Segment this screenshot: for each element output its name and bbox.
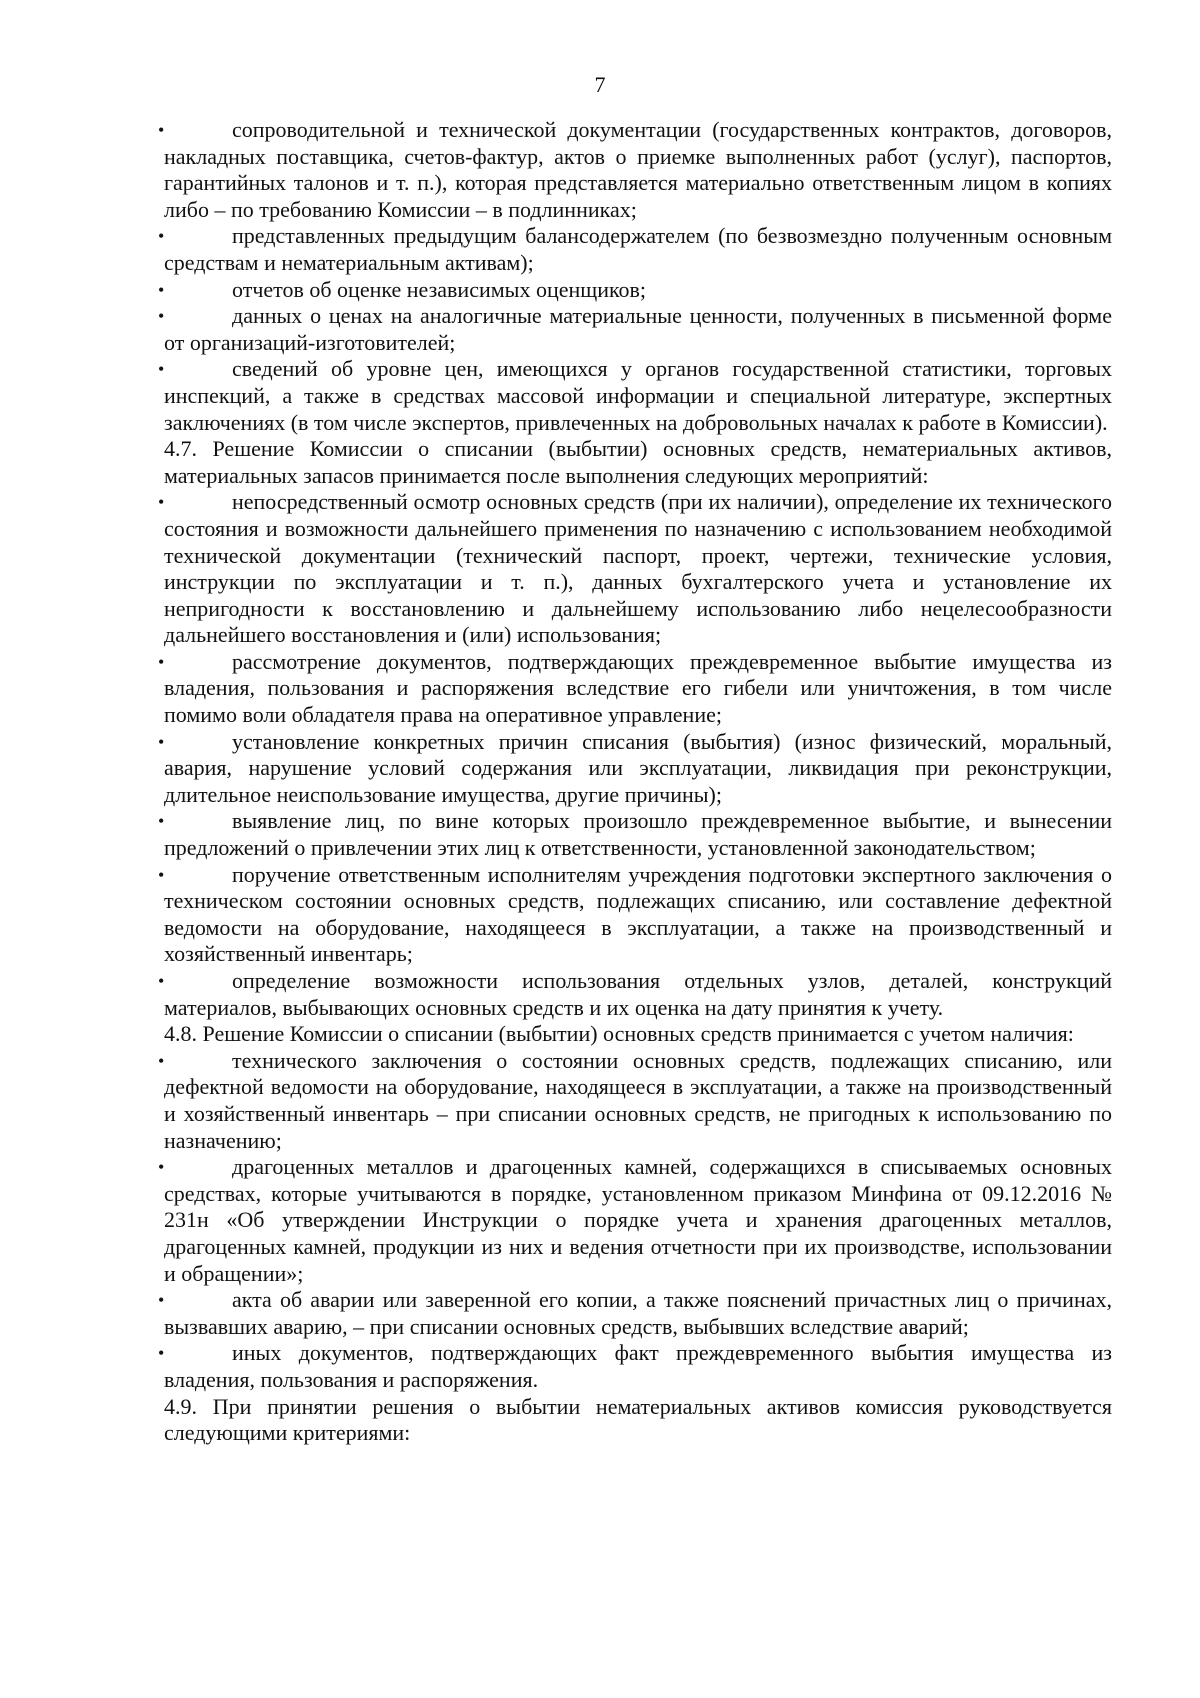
page-number: 7 [594,72,606,97]
list-item: • иных документов, подтверждающих факт преждевременного выбытия имущества из владения, пользования и распоряжения. [164,1340,1112,1393]
list-item: • поручение ответственным исполнителям учреждения подготовки экспертного заключения о техническом состоянии основных средств, подлежащих списанию, или составление дефектной ведомости на оборудование, находящееся в эксплуатации, а также на производственный и хозяйственный инвентарь; [164,862,1112,968]
list-item: • установление конкретных причин списания (выбытия) (износ физический, моральный, авария, нарушение условий содержания или эксплуатации, ликвидация при реконструкции, длительное неиспользование имущества, другие причины); [164,729,1112,809]
list-item: • сопроводительной и технической документации (государственных контрактов, договоров, накладных поставщика, счетов-фактур, актов о приемке выполненных работ (услуг), паспортов, гарантийных талонов и т. п.), которая представляется материально ответственным лицом в копиях либо – по требованию Комиссии – в подлинниках; [164,117,1112,223]
list-item: • рассмотрение документов, подтверждающих преждевременное выбытие имущества из владения, пользования и распоряжения вследствие его гибели или уничтожения, в том числе помимо воли обладателя права на оперативное управление; [164,649,1112,729]
document-body [164,117,1112,1447]
section-paragraph: 4.9. При принятии решения о выбытии нематериальных активов комиссия руководствуется следующими критериями: [164,1393,1112,1446]
list-item: • определение возможности использования отдельных узлов, деталей, конструкций материалов, выбывающих основных средств и их оценка на дату принятия к учету. [164,968,1112,1021]
list-item: • представленных предыдущим балансодержателем (по безвозмездно полученным основным средствам и нематериальным активам); [164,223,1112,276]
list-item: • сведений об уровне цен, имеющихся у органов государственной статистики, торговых инспекций, а также в средствах массовой информации и специальной литературе, экспертных заключениях (в том числе экспертов, привлеченных на добровольных началах к работе в Комиссии). [164,356,1112,436]
list-item: • непосредственный осмотр основных средств (при их наличии), определение их технического состояния и возможности дальнейшего применения по назначению с использованием необходимой технической документации (технический паспорт, проект, чертежи, технические условия, инструкции по эксплуатации и т. п.), данных бухгалтерского учета и установление их непригодности к восстановлению и дальнейшему использованию либо нецелесообразности дальнейшего восстановления и (или) использования; [164,489,1112,649]
section-paragraph: 4.8. Решение Комиссии о списании (выбытии) основных средств принимается с учетом наличия: [164,1021,1074,1047]
list-item: • драгоценных металлов и драгоценных камней, содержащихся в списываемых основных средствах, которые учитываются в порядке, установленном приказом Минфина от 09.12.2016 № 231н «Об утверждении Инструкции о порядке учета и хранения драгоценных металлов, драгоценных камней, продукции из них и ведения отчетности при их производстве, использовании и обращении»; [164,1154,1112,1287]
section-paragraph: 4.7. Решение Комиссии о списании (выбытии) основных средств, нематериальных активов, материальных запасов принимается после выполнения следующих мероприятий: [164,436,1112,488]
list-item: • технического заключения о состоянии основных средств, подлежащих списанию, или дефектной ведомости на оборудование, находящееся в эксплуатации, а также на производственный и хозяйственный инвентарь – при списании основных средств, не пригодных к использованию по назначению; [164,1048,1112,1154]
list-item: • данных о ценах на аналогичные материальные ценности, полученных в письменной форме от организаций-изготовителей; [164,303,1112,356]
list-item: • отчетов об оценке независимых оценщиков; [164,277,1112,304]
list-item: • выявление лиц, по вине которых произошло преждевременное выбытие, и вынесении предложений о привлечении этих лиц к ответственности, установленной законодательством; [164,808,1112,861]
list-item: • акта об аварии или заверенной его копии, а также пояснений причастных лиц о причинах, вызвавших аварию, – при списании основных средств, выбывших вследствие аварий; [164,1287,1112,1340]
